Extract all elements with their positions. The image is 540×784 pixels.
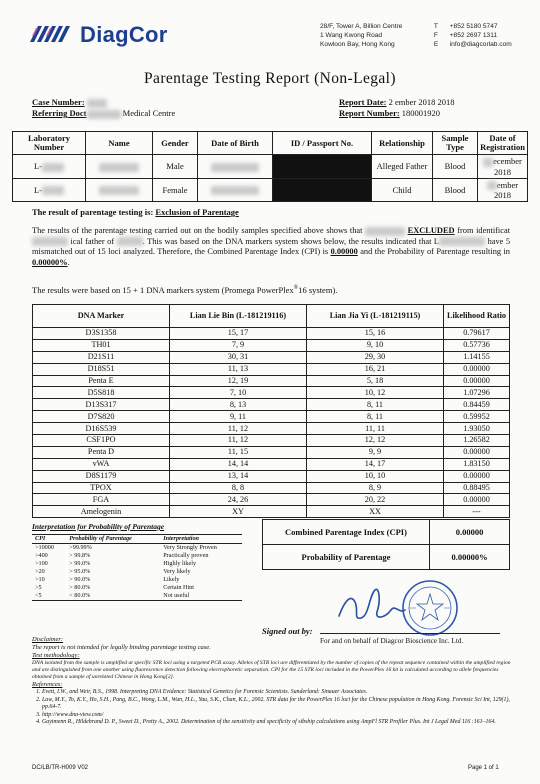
table-row: [32, 576, 242, 584]
dob-cell: [198, 155, 273, 179]
marker-name-cell: D8S1179: [33, 470, 170, 482]
probability-value: 0.00000%: [430, 545, 510, 570]
father-alleles-cell: 11, 15: [170, 446, 307, 458]
name-cell: [86, 178, 153, 202]
subjects-table: [12, 131, 528, 202]
interpretation-cell: Likely: [163, 576, 180, 583]
likelihood-ratio-cell: 0.00000: [444, 446, 510, 458]
referring-doctor-label: Referring Doct: [32, 108, 87, 118]
child-alleles-cell: 15, 16: [307, 328, 444, 340]
dob-cell: [198, 178, 273, 202]
interpretation-title: Interpretation for Probability of Parentage: [32, 522, 165, 531]
marker-name-cell: D13S317: [33, 399, 170, 411]
table-row: [33, 506, 510, 518]
father-alleles-cell: XY: [170, 506, 307, 518]
disclaimer-block: [32, 636, 512, 727]
contact-label: E: [433, 41, 439, 48]
father-alleles-cell: 14, 14: [170, 458, 307, 470]
likelihood-ratio-cell: 1.07296: [444, 387, 510, 399]
child-alleles-cell: 12, 12: [307, 435, 444, 447]
name-cell: [86, 155, 153, 179]
redaction: [117, 237, 143, 246]
father-alleles-cell: 24, 26: [170, 494, 307, 506]
id-cell: [273, 178, 372, 202]
sample-type-cell: Blood: [433, 155, 478, 179]
father-alleles-cell: 7, 10: [170, 387, 307, 399]
cpi-label: Combined Parentage Index (CPI): [263, 520, 430, 545]
table-row: [33, 435, 510, 447]
likelihood-ratio-cell: 0.00000: [444, 363, 510, 375]
child-alleles-cell: 11, 11: [307, 423, 444, 435]
child-alleles-cell: XX: [307, 506, 444, 518]
father-alleles-cell: 7, 9: [170, 339, 307, 351]
table-row: [33, 328, 510, 340]
table-row: [263, 545, 510, 570]
father-alleles-cell: 9, 11: [170, 411, 307, 423]
column-header: Date of Birth: [198, 132, 273, 155]
likelihood-ratio-cell: 1.93050: [444, 423, 510, 435]
child-alleles-cell: 9, 10: [307, 339, 444, 351]
report-number-value: 180001920: [401, 108, 441, 118]
probability-label: Probability of Parentage: [263, 545, 430, 570]
behalf-text: For and on behalf of Diagcor Bioscience Inc. Ltd.: [320, 637, 464, 645]
signature-line: [320, 633, 500, 634]
column-header: Likelihood Ratio: [444, 305, 510, 328]
contact-fax: +852 2697 1311: [449, 32, 498, 39]
cpi-range-cell: >20: [35, 568, 45, 575]
marker-name-cell: TH01: [33, 339, 170, 351]
column-header: Date of Registration: [478, 132, 528, 155]
document-code: DC/LB/TR-H009 V02: [32, 765, 89, 771]
likelihood-ratio-cell: 0.79617: [444, 328, 510, 340]
registration-date-cell: ecember 2018: [478, 155, 528, 179]
interpretation-cell: Highly likely: [163, 560, 197, 567]
marker-name-cell: D21S11: [33, 351, 170, 363]
cpi-range-cell: >10000: [35, 544, 54, 551]
table-row: [263, 520, 510, 545]
child-alleles-cell: 14, 17: [307, 458, 444, 470]
result-heading-label: The result of parentage testing is:: [32, 207, 154, 217]
interpretation-body: [32, 544, 242, 601]
result-heading-value: Exclusion of Parentage: [155, 207, 239, 217]
subjects-header-row: [13, 132, 528, 155]
table-row: [13, 178, 528, 202]
marker-name-cell: D7S820: [33, 411, 170, 423]
table-row: [32, 568, 242, 576]
child-alleles-cell: 8, 11: [307, 411, 444, 423]
father-alleles-cell: 12, 19: [170, 375, 307, 387]
column-header: Probability of Parentage: [66, 535, 160, 544]
gender-cell: Female: [153, 178, 198, 202]
cpi-range-cell: >5: [35, 584, 42, 591]
address-line: 1 Wang Kwong Road: [320, 32, 383, 39]
dna-marker-table: [32, 304, 510, 518]
table-row: [33, 446, 510, 458]
child-alleles-cell: 16, 21: [307, 363, 444, 375]
address-line: Kowloon Bay, Hong Kong: [320, 41, 395, 48]
column-header: Laboratory Number: [13, 132, 86, 155]
redaction: [487, 181, 497, 190]
redaction: [42, 186, 64, 195]
cpi-range-cell: >100: [35, 560, 48, 567]
interpretation-table: [32, 534, 242, 601]
references-heading: References:: [32, 681, 63, 688]
table-row: [32, 544, 242, 553]
table-row: [32, 584, 242, 592]
probability-range-cell: > 95.0%: [69, 568, 91, 575]
child-alleles-cell: 29, 30: [307, 351, 444, 363]
table-row: [33, 423, 510, 435]
redaction: [99, 163, 139, 172]
case-info: [32, 97, 175, 119]
child-alleles-cell: 10, 10: [307, 470, 444, 482]
interpretation-header-row: [32, 535, 242, 544]
table-row: [33, 339, 510, 351]
table-row: [32, 552, 242, 560]
marker-name-cell: D18S51: [33, 363, 170, 375]
column-header: ID / Passport No.: [273, 132, 372, 155]
likelihood-ratio-cell: 0.00000: [444, 494, 510, 506]
marker-name-cell: D3S1358: [33, 328, 170, 340]
methodology-text: DNA isolated from the sample is amplified at specific STR loci using a targeted PCR assay. Alleles of STR loci are differentiated by the number of copies of the repeat sequence contained within the amplified region and are distinguished from one another using fluorescence detection following electrophoretic separation. CPI for the 15 STR loci included in the PowerPlex 16 kit is calculated according to allele frequencies obtained from a sample of unrelated Chinese in Hong Kong[2].: [32, 660, 511, 680]
signed-out-label: Signed out by:: [262, 626, 313, 636]
table-row: [33, 375, 510, 387]
cpi-value: 0.00000: [430, 520, 510, 545]
contact-label: F: [433, 32, 438, 39]
table-row: [33, 363, 510, 375]
probability-range-cell: > 99.0%: [69, 560, 91, 567]
cpi-summary-table: [262, 519, 510, 570]
references-list: [32, 689, 512, 727]
column-header: Interpretation: [160, 535, 242, 544]
likelihood-ratio-cell: 1.26582: [444, 435, 510, 447]
probability-range-cell: > 99.8%: [69, 552, 91, 559]
father-alleles-cell: 11, 12: [170, 435, 307, 447]
page-number: Page 1 of 1: [468, 765, 499, 771]
markers-intro: The results were based on 15 + 1 DNA markers system (Promega PowerPlex®16 system).: [32, 285, 338, 295]
disclaimer-text: The report is not intended for legally binding parentage testing case.: [32, 644, 211, 651]
reference-item: 3. http://www.dna-view.com/: [42, 712, 512, 720]
report-number-label: Report Number:: [339, 108, 400, 118]
interpretation-cell: Very likely: [163, 568, 191, 575]
interpretation-cell: Certain Hint: [163, 584, 194, 591]
likelihood-ratio-cell: 0.88495: [444, 482, 510, 494]
interpretation-block: [32, 522, 262, 601]
marker-name-cell: CSF1PO: [33, 435, 170, 447]
report-title: Parentage Testing Report (Non-Legal): [144, 70, 396, 87]
father-alleles-cell: 8, 13: [170, 399, 307, 411]
father-alleles-cell: 15, 17: [170, 328, 307, 340]
column-header: Lian Jia Yi (L-181219115): [307, 305, 444, 328]
dna-header-row: [33, 305, 510, 328]
father-alleles-cell: 11, 13: [170, 363, 307, 375]
marker-name-cell: TPOX: [33, 482, 170, 494]
redaction: [87, 99, 107, 108]
brand-name: DiagCor: [80, 22, 168, 47]
contact-label: T: [433, 23, 438, 30]
likelihood-ratio-cell: ---: [444, 506, 510, 518]
marker-name-cell: D16S539: [33, 423, 170, 435]
report-date-label: Report Date:: [339, 97, 387, 107]
likelihood-ratio-cell: 0.57736: [444, 339, 510, 351]
marker-name-cell: FGA: [33, 494, 170, 506]
table-row: [33, 470, 510, 482]
address-line: 28/F, Tower A, Billion Centre: [320, 23, 403, 30]
dna-table-body: [33, 328, 510, 518]
interpretation-cell: Practically proven: [163, 552, 209, 559]
likelihood-ratio-cell: 0.59952: [444, 411, 510, 423]
reference-item: 4. Gaytmenn R., Hildebrand D. P., Sweet D., Pretty A., 2002. Determination of the sensitivity and specificity of sibship calculations using AmpFl STR Profiler Plus. Int J Legal Med 116 :161–164.: [42, 719, 512, 727]
reference-item: 2. Law, M.Y., To, K.Y., Ho, S.H., Pang, B.C., Wong, L.M., Wun, H.L., Yau, S.K., Chan, K.L., 2002. STR data for the PowerPlex 16 loci for the Chinese population in Hong Kong. Forensic Sci Int, 129(1), pp.64-7.: [42, 697, 512, 712]
marker-name-cell: D5S818: [33, 387, 170, 399]
report-date-value: 2 ember 2018: [388, 97, 436, 107]
result-heading: [32, 207, 239, 217]
probability-range-cell: >99.99%: [69, 544, 92, 551]
table-row: [33, 411, 510, 423]
registration-date-cell: ember 2018: [478, 178, 528, 202]
lab-number-cell: L-: [13, 155, 86, 179]
interpretation-cell: Very Strongly Proven: [163, 544, 217, 551]
report-info: Report Date: 2 ember 2018 2018 Report Number: 180001920: [339, 97, 455, 118]
relationship-cell: Child: [372, 178, 433, 202]
table-row: [13, 155, 528, 179]
cpi-range-cell: >10: [35, 576, 45, 583]
column-header: CPI: [32, 535, 66, 544]
contact-phone: +852 5180 5747: [449, 23, 498, 30]
table-row: [32, 592, 242, 601]
diagcor-logo-icon: [28, 22, 78, 49]
lab-number-cell: L-: [13, 178, 86, 202]
likelihood-ratio-cell: 0.84459: [444, 399, 510, 411]
probability-range-cell: > 90.0%: [69, 576, 91, 583]
probability-range-cell: > 80.0%: [69, 584, 91, 591]
table-row: [33, 399, 510, 411]
cpi-range-cell: <5: [32, 592, 66, 601]
marker-name-cell: Penta D: [33, 446, 170, 458]
table-row: [33, 494, 510, 506]
likelihood-ratio-cell: 1.83150: [444, 458, 510, 470]
column-header: Gender: [153, 132, 198, 155]
table-row: [33, 458, 510, 470]
id-cell: [273, 155, 372, 179]
table-row: [32, 560, 242, 568]
result-paragraph: The results of the parentage testing carried out on the bodily samples specified above shows that EXCLUDED from identificat ical father of . This was based on the DNA markers system shows below, the results indicated that L have 5 mismatched out of 15 loci analyzed. Therefore, the Combined Parentage Index (CPI) is 0.00000 and the Probability of Parentage resulting in 0.00000%.: [32, 226, 511, 267]
column-header: Name: [86, 132, 153, 155]
interpretation-cell: Not useful: [160, 592, 242, 601]
child-alleles-cell: 10, 12: [307, 387, 444, 399]
likelihood-ratio-cell: 1.14155: [444, 351, 510, 363]
child-alleles-cell: 9, 9: [307, 446, 444, 458]
excluded-label: EXCLUDED: [407, 226, 455, 235]
methodology-heading: Test methodology:: [32, 652, 80, 659]
likelihood-ratio-cell: 0.00000: [444, 470, 510, 482]
referring-doctor-value: Medical Centre: [122, 108, 176, 118]
redaction: [87, 110, 121, 119]
probability-inline-value: 0.00000%: [32, 257, 68, 267]
father-alleles-cell: 30, 31: [170, 351, 307, 363]
marker-name-cell: vWA: [33, 458, 170, 470]
column-header: Relationship: [372, 132, 433, 155]
redaction: [42, 163, 64, 172]
column-header: DNA Marker: [33, 305, 170, 328]
reference-item: 1. Evett, I.W., and Weir, B.S., 1998. Interpreting DNA Evidence: Statistical Genetics for Forensic Scientists. Sunderland: Sinauer Associates.: [42, 689, 512, 697]
redaction: [211, 163, 259, 172]
company-address-block: [320, 22, 512, 49]
redaction: [211, 186, 259, 195]
child-alleles-cell: 8, 11: [307, 399, 444, 411]
table-row: [33, 387, 510, 399]
column-header: Lian Lie Bin (L-181219116): [170, 305, 307, 328]
father-alleles-cell: 8, 8: [170, 482, 307, 494]
probability-range-cell: < 80.0%: [66, 592, 160, 601]
redaction: [365, 227, 405, 236]
likelihood-ratio-cell: 0.00000: [444, 375, 510, 387]
sample-type-cell: Blood: [433, 178, 478, 202]
disclaimer-heading: Disclaimer:: [32, 636, 64, 643]
redaction: [483, 158, 493, 167]
cpi-inline-value: 0.00000: [330, 247, 358, 257]
marker-name-cell: Amelogenin: [33, 506, 170, 518]
father-alleles-cell: 11, 12: [170, 423, 307, 435]
relationship-cell: Alleged Father: [372, 155, 433, 179]
redaction: [439, 237, 485, 246]
child-alleles-cell: 8, 9: [307, 482, 444, 494]
child-alleles-cell: 20, 22: [307, 494, 444, 506]
redaction: [99, 186, 139, 195]
column-header: Sample Type: [433, 132, 478, 155]
table-row: [33, 482, 510, 494]
father-alleles-cell: 13, 14: [170, 470, 307, 482]
case-number-label: Case Number:: [32, 97, 85, 107]
contact-email: info@diagcorlab.com: [449, 41, 512, 48]
redaction: [32, 237, 68, 246]
gender-cell: Male: [153, 155, 198, 179]
cpi-range-cell: >400: [35, 552, 48, 559]
child-alleles-cell: 5, 18: [307, 375, 444, 387]
table-row: [33, 351, 510, 363]
marker-name-cell: Penta E: [33, 375, 170, 387]
